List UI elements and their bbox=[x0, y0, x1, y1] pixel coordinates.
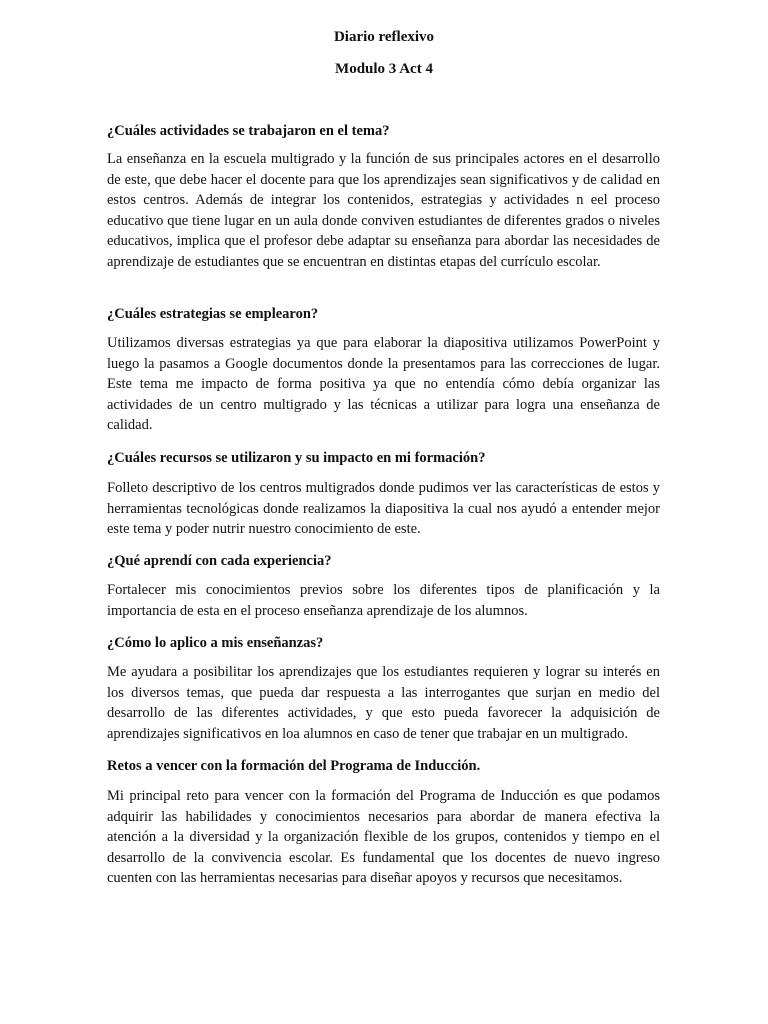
section-body-aprendizaje: Fortalecer mis conocimientos previos sobre los diferentes tipos de planificación y la importancia de esta en el proceso enseñanza aprendizaje de los alumnos. bbox=[107, 582, 660, 619]
section-heading-recursos: ¿Cuáles recursos se utilizaron y su impacto en mi formación? bbox=[107, 450, 486, 466]
document-title: Diario reflexivo bbox=[333, 29, 435, 45]
section-heading-estrategias: ¿Cuáles estrategias se emplearon? bbox=[107, 306, 319, 322]
section-body-actividades: La enseñanza en la escuela multigrado y la función de sus principales actores en el desarrollo de este, que debe hacer el docente para que los aprendizajes sean significativos y de calidad en estos centros. Además de integrar los contenidos, estrategias y actividades n eel proceso educativo que tiene lugar en un aula donde conviven estudiantes de diferentes grados o niveles educativos, implica que el profesor debe adaptar su enseñanza para abordar las necesidades de aprendizaje de estudiantes que se encuentran en distintas etapas del currículo escolar. bbox=[107, 151, 660, 270]
section-heading-actividades: ¿Cuáles actividades se trabajaron en el tema? bbox=[107, 123, 390, 139]
document-subtitle: Modulo 3 Act 4 bbox=[335, 61, 433, 77]
section-body-recursos: Folleto descriptivo de los centros multigrados donde pudimos ver las características de estos y herramientas tecnológicas donde realizamos la diapositiva la cual nos ayudó a entender mejor este tema y poder nutrir nuestro conocimiento de este. bbox=[107, 480, 660, 538]
section-body-aplicacion: Me ayudara a posibilitar los aprendizajes que los estudiantes requieren y lograr su interés en los diversos temas, que pueda dar respuesta a las interrogantes que surjan en medio del desarrollo de las diferentes actividades, y que esto pueda favorecer la adquisición de aprendizajes significativos en loa alumnos en caso de tener que trabajar en un multigrado. bbox=[107, 664, 660, 742]
section-heading-retos: Retos a vencer con la formación del Programa de Inducción. bbox=[107, 758, 481, 774]
section-body-retos: Mi principal reto para vencer con la formación del Programa de Inducción es que podamos adquirir las habilidades y conocimientos necesarios para abordar de manera efectiva la atención a la diversidad y la organización flexible de los grupos, contenidos y tiempo en el desarrollo de la convivencia escolar. Es fundamental que los docentes de nuevo ingreso cuenten con las herramientas necesarias para diseñar apoyos y recursos que necesitamos. bbox=[107, 788, 660, 887]
section-heading-aplicacion: ¿Cómo lo aplico a mis enseñanzas? bbox=[107, 635, 324, 651]
section-body-estrategias: Utilizamos diversas estrategias ya que para elaborar la diapositiva utilizamos PowerPoint y luego la pasamos a Google documentos donde la presentamos para las correcciones de lugar. Este tema me impacto de forma positiva ya que no entendía cómo debía organizar las actividades de un centro multigrado y las técnicas a utilizar para logra una enseñanza de calidad. bbox=[107, 335, 660, 434]
section-heading-aprendizaje: ¿Qué aprendí con cada experiencia? bbox=[107, 553, 332, 569]
